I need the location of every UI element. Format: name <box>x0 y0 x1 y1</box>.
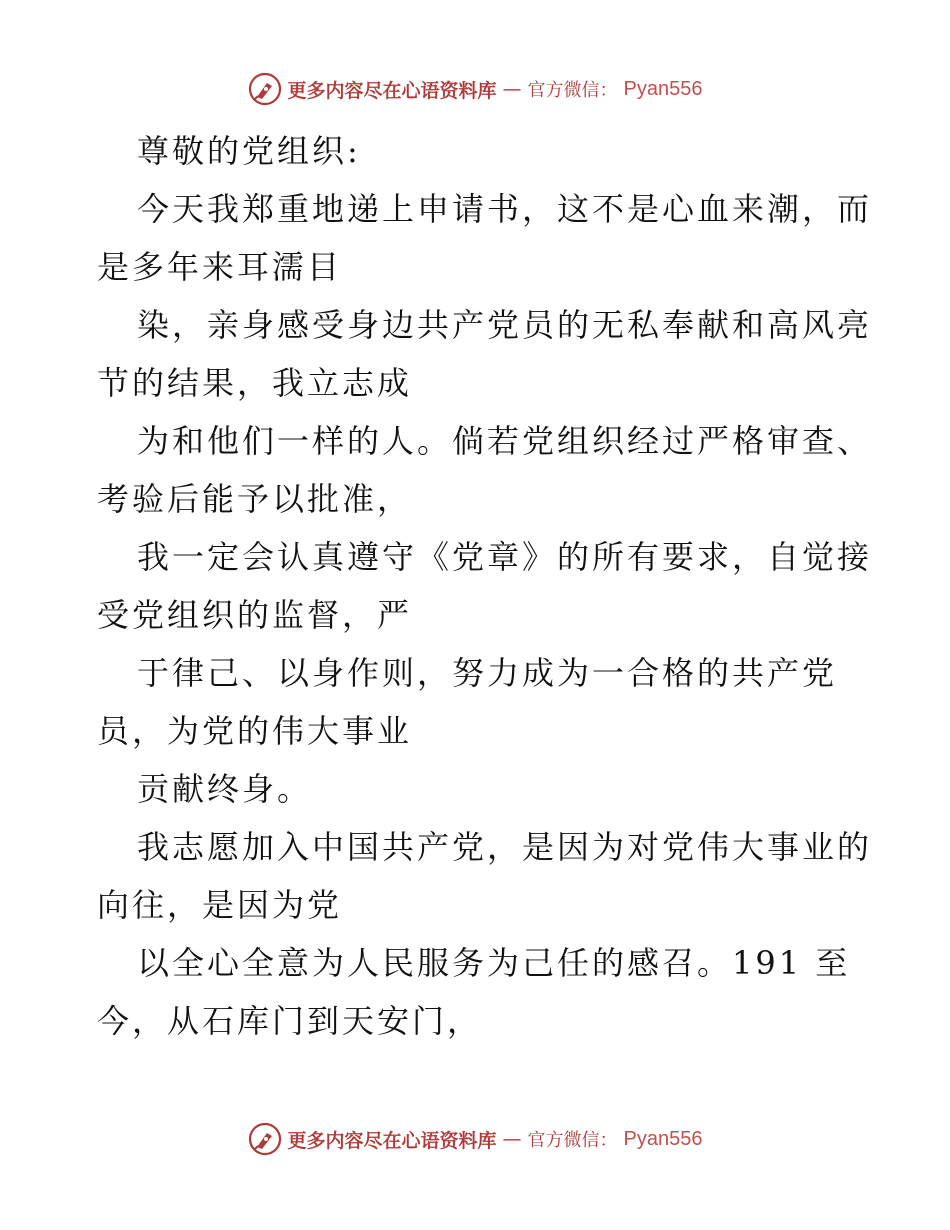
text-line: 向往，是因为党 <box>97 886 343 924</box>
text-line: 受党组织的监督，严 <box>97 596 413 634</box>
text-line: 我一定会认真遵守《党章》的所有要求，自觉接 <box>137 538 873 576</box>
text-line: 我志愿加入中国共产党，是因为对党伟大事业的 <box>137 828 873 866</box>
text-line: 今天我郑重地递上申请书，这不是心血来潮，而 <box>137 190 873 228</box>
watermark-wechat-label: 官方微信： <box>527 1130 618 1151</box>
text-line: 于律己、以身作则，努力成为一合格的共产党 <box>137 654 838 692</box>
pen-nib-logo-icon <box>248 72 282 106</box>
watermark-wechat-id: Pyan556 <box>623 77 703 100</box>
pen-nib-logo-icon <box>248 1122 282 1156</box>
watermark-site-text: 更多内容尽在心语资料库 <box>287 1129 497 1152</box>
text-line: 以全心全意为人民服务为己任的感召。191 至 <box>137 944 851 982</box>
text-line: 节的结果，我立志成 <box>97 364 413 402</box>
text-line: 考验后能予以批准， <box>97 480 413 518</box>
text-line: 尊敬的党组织: <box>137 132 361 170</box>
footer-watermark <box>0 1122 950 1156</box>
watermark-site-text: 更多内容尽在心语资料库 <box>287 79 497 102</box>
watermark-separator: — <box>502 1128 522 1150</box>
text-line: 员，为党的伟大事业 <box>97 712 413 750</box>
text-line: 贡献终身。 <box>137 770 313 808</box>
watermark-separator: — <box>502 78 522 100</box>
text-line: 是多年来耳濡目 <box>97 248 343 286</box>
watermark-wechat-id: Pyan556 <box>623 1127 703 1150</box>
text-line: 今，从石库门到天安门， <box>97 1002 483 1040</box>
document-body <box>97 122 873 1050</box>
watermark-wechat-label: 官方微信： <box>527 80 618 101</box>
text-line: 为和他们一样的人。倘若党组织经过严格审查、 <box>137 422 873 460</box>
header-watermark <box>0 72 950 106</box>
text-line: 染，亲身感受身边共产党员的无私奉献和高风亮 <box>137 306 873 344</box>
